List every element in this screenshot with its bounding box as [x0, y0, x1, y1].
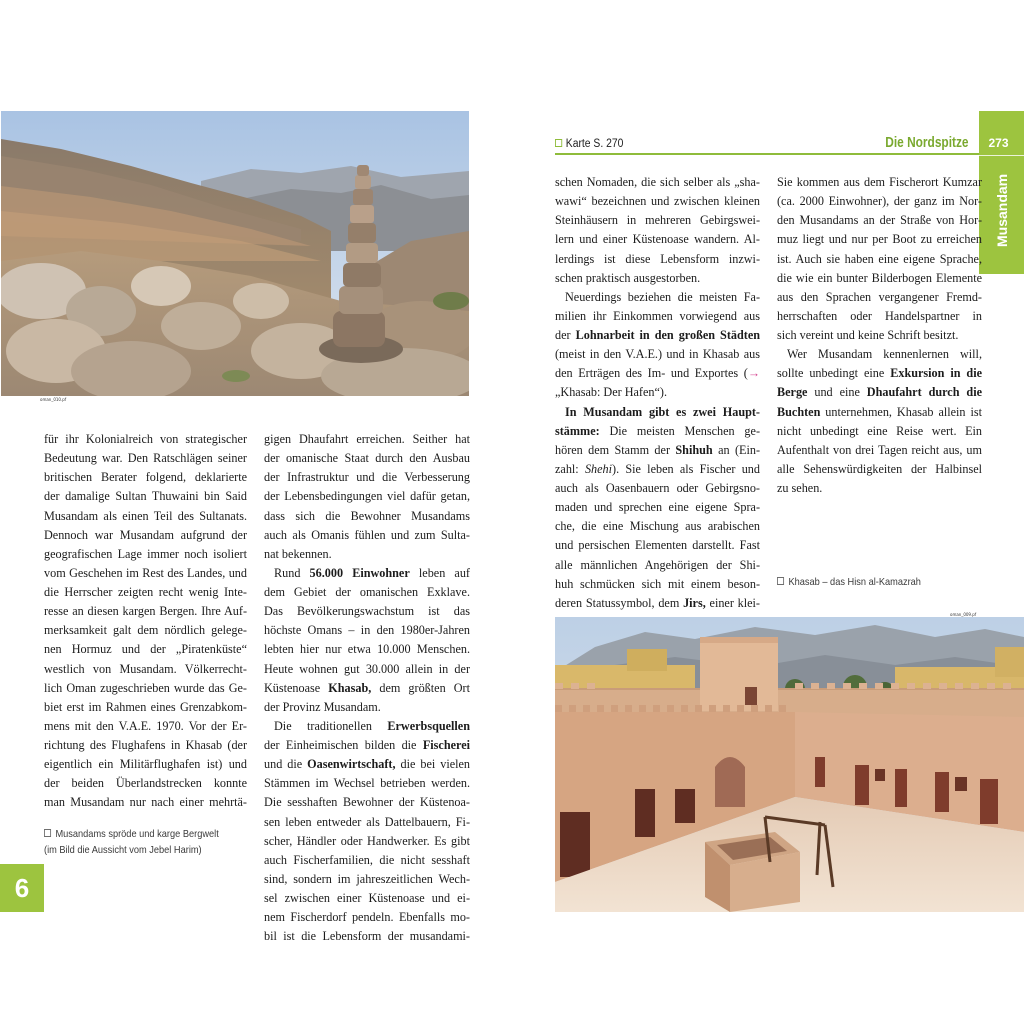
italic-run: Shehi [584, 461, 613, 476]
text-line: Bedeutung war. Den Ratschlägen seiner [44, 451, 247, 466]
bold-run: Fischerei [422, 738, 470, 752]
text-line: Neuerdings beziehen die meisten Fa- [565, 289, 760, 304]
text-line: und persischen Elementen darstellt. Fast [555, 538, 760, 553]
map-ref-text: Karte S. 270 [565, 138, 624, 150]
bold-run: stämme: [555, 423, 600, 438]
text-run: einer klei- [705, 595, 760, 610]
bold-run: Jirs, [683, 595, 706, 610]
text-line: Die sesshaften Bewohner der Küstenoa- [264, 795, 470, 810]
bold-run: Khasab, [328, 680, 372, 695]
text-line [555, 422, 760, 441]
text-line: der damalige Sultan Thuwaini bin Said [44, 489, 247, 504]
chapter-number-tab: 6 [0, 864, 44, 912]
photo-above-icon [44, 829, 51, 837]
text-run: ). Sie leben als Fischer und [612, 461, 760, 476]
text-line: westlich von Musandam. Völkerrecht- [44, 661, 247, 676]
text-line [555, 364, 760, 383]
text-line [555, 594, 760, 613]
text-line: nem Fischerdorf pendeln. Ebenfalls mo- [264, 910, 470, 925]
text-line: Musandam als einen Teil des Sultanats. [44, 508, 247, 523]
text-line: che, die eine Mischung aus arabischen [555, 519, 760, 534]
bold-run: In Musandam gibt es zwei Haupt- [565, 404, 760, 419]
text-line: höchste Omans – in den 1980er-Jahren [264, 623, 470, 638]
text-line: schen praktisch ausgestorben. [555, 270, 701, 285]
text-run: die bei vielen [395, 757, 471, 772]
text-line [555, 460, 760, 479]
text-run: Rund [274, 565, 310, 580]
text-line [264, 717, 470, 736]
text-line: lerdings ist diese Lebensform inzwi- [555, 251, 760, 266]
text-line: (ca. 2000 Einwohner), der ganz im Nor- [777, 194, 982, 209]
text-line [555, 441, 760, 460]
bold-run: Dhaufahrt durch die [866, 385, 982, 400]
text-line: dem Gebiet der omanischen Exklave. [264, 585, 470, 599]
text-line: der Infrastruktur und die Verbesserung [264, 470, 470, 485]
text-line: biet erst im Rahmen eines Grenzabkom- [44, 699, 247, 714]
text-line: huh schmücken sich mit einem beson- [555, 576, 760, 591]
text-line: muz liegt und nur per Boot zu erreichen [777, 232, 982, 247]
text-line [264, 679, 470, 698]
text-line: Wer Musandam kennenlernen will, [787, 347, 982, 362]
text-line: maden und sprechen eine eigene Spra- [555, 500, 760, 515]
text-column-3 [555, 173, 760, 670]
bold-run: 56.000 Einwohner [309, 565, 410, 580]
text-line: ist. Auch sie haben eine eigene Sprache, [777, 251, 982, 266]
text-line: auch als Omanis fühlen und zum Sulta- [264, 527, 470, 542]
text-line: für ihr Kolonialreich von strategischer [44, 432, 247, 446]
text-line: lern und einer Küstenoase wandern. Al- [555, 232, 760, 247]
bold-run: Erwerbsquellen [387, 718, 470, 733]
text-line: lebten hier nur etwa 10.000 Menschen. [264, 642, 470, 657]
text-run: und eine [807, 385, 867, 400]
text-line: resse an diesen kargen Bergen. Ihre Auf- [44, 604, 247, 619]
text-run: Die meisten Menschen ge- [599, 423, 760, 438]
text-line: dass sich die Bewohner Musandams [264, 508, 470, 523]
text-line: herrschaften oder Handelspartner in [777, 308, 982, 323]
text-run: an (Ein- [712, 442, 760, 457]
text-line: lich Oman zugeschrieben wurde das Ge- [44, 680, 247, 695]
text-line: Steinhäusern in mehreren Gebirgswei- [555, 213, 760, 228]
bold-run: Buchten [777, 404, 821, 419]
text-line: vom Geschehen im Rest des Landes, und [44, 565, 247, 580]
text-line [777, 403, 982, 422]
text-line: Das Bevölkerungswachstum ist das [264, 604, 470, 619]
caption-text: Khasab – das Hisn al-Kamazrah [788, 576, 921, 588]
bold-run: Berge [777, 385, 808, 400]
text-line: aus den Sprachen vergangener Fremd- [777, 289, 982, 304]
text-line: sind, sondern im jahreszeitlichen Wech- [264, 871, 470, 886]
text-line: den Musandams an der Straße von Hor- [777, 213, 982, 228]
mountain-caption [44, 826, 219, 858]
bold-run: Oasenwirtschaft, [307, 757, 396, 772]
text-line: Aufenthalt von drei Tagen reicht aus, um [777, 442, 982, 457]
text-line: milien ihr Einkommen vorwiegend aus [555, 308, 760, 323]
text-line: nat bekennen. [264, 546, 332, 561]
text-line: (meist in den V.A.E.) und in Khasab aus [555, 347, 760, 362]
text-line: nicht unbedingt eine Reise wert. Ein [777, 423, 982, 438]
text-run: zahl: [555, 461, 585, 476]
text-line: Sie kommen aus dem Fischerort Kumzar [777, 175, 982, 189]
bold-run: Shihuh [675, 442, 713, 457]
mountain-photo-credit: oman_010.pf [40, 397, 67, 402]
text-line: britischen Berater folgend, deklarierte [44, 470, 247, 485]
bold-run: Exkursion in die [890, 366, 982, 381]
text-line: sen leben entweder als Dattelbauern, Fi- [264, 814, 470, 829]
text-column-2 [264, 430, 470, 946]
text-column-4 [777, 173, 982, 498]
fort-photo [555, 617, 1024, 912]
text-line: alle männlichen Angehörigen der Shi- [555, 557, 760, 572]
text-line: „Khasab: Der Hafen“). [555, 385, 667, 400]
text-line [264, 755, 470, 774]
bold-run: Lohnarbeit in den großen Städten [575, 328, 761, 342]
text-line: geografischen Lage immer noch isoliert [44, 546, 247, 561]
text-line: der omanische Staat durch den Ausbau [264, 451, 470, 466]
text-line: der Provinz Musandam. [264, 699, 381, 714]
text-line: eigentlich ein Militärflughafen ist) und [44, 757, 247, 772]
text-line: schen Nomaden, die sich selber als „sha- [555, 175, 760, 189]
text-run: den Erträgen des Im- und Exportes ( [555, 366, 748, 381]
side-tab-label: Musandam [994, 173, 1010, 247]
caption-line [44, 826, 219, 842]
text-run: leben auf [409, 565, 470, 580]
text-line: die Herrscher zeigten recht wenig Inte- [44, 585, 247, 599]
arrow-link-icon[interactable]: → [747, 366, 760, 381]
text-run: unternehmen, Khasab allein ist [820, 404, 982, 419]
map-ref-icon [555, 139, 562, 147]
text-line [555, 403, 760, 422]
text-line: man Musandam nur nach einer mehrtä- [44, 795, 247, 810]
text-line [264, 564, 470, 583]
text-run: dem größten Ort [371, 680, 470, 695]
text-line: gigen Dhaufahrt erreichen. Seither hat [264, 432, 470, 446]
mountain-photo [1, 111, 469, 396]
photo-below-icon [777, 577, 784, 585]
side-tab [979, 111, 1024, 274]
side-tab-divider [979, 155, 1024, 156]
chapter-title: Die Nordspitze [885, 135, 969, 151]
text-run: Küstenoase [264, 680, 329, 695]
text-column-1 [44, 430, 247, 813]
text-line: sich vereint und keine Schrift besitzt. [777, 328, 959, 342]
text-line: Heute wohnen gut 30.000 allein in der [264, 661, 470, 676]
text-line: alle Sehenswürdigkeiten der Halbinsel [777, 461, 982, 476]
text-run: sollte unbedingt eine [777, 366, 891, 381]
header-rule [555, 153, 979, 155]
text-line: mens mit den V.A.E. 1970. Vor der Er- [44, 718, 247, 733]
text-line [264, 736, 470, 755]
text-run: der Einheimischen bilden die [264, 738, 423, 752]
text-line: auch als Oasenbauern oder Gebirgsno- [555, 481, 760, 495]
text-line: bil ist die Lebensform der musandami- [264, 929, 470, 944]
text-line: wawi“ bezeichnen und zwischen kleinen [555, 194, 760, 209]
text-run: hören dem Stamm der [555, 442, 676, 457]
text-run: und die [264, 757, 308, 772]
text-line: die wie ein bunter Bilderbogen Elemente [777, 270, 982, 285]
map-reference [555, 138, 623, 150]
text-run: Die traditionellen [274, 718, 388, 733]
text-line [777, 383, 982, 402]
text-run: deren Statussymbol, dem [555, 595, 684, 610]
text-line [555, 326, 760, 345]
caption-text: Musandams spröde und karge Bergwelt [55, 828, 219, 840]
text-line: der Lebensbedingungen viel dafür getan, [264, 489, 470, 504]
caption-line: (im Bild die Aussicht vom Jebel Harim) [44, 844, 202, 856]
text-line: auch Fischerfamilien, die nicht sesshaft [264, 852, 470, 867]
page-number: 273 [988, 136, 1009, 150]
text-line: nen Hormuz und der „Piratenküste“ [44, 642, 247, 657]
text-line: sel zwischen einer Küstenoase und ei- [264, 891, 470, 905]
fort-photo-credit: oman_009.pf [950, 612, 977, 617]
text-line: der beiden Überlandstrecken konnte [44, 776, 247, 791]
text-line: richtung des Flughafens in Khasab (der [44, 738, 247, 752]
text-line: merksamkeit galt dem nördlich gelege- [44, 623, 247, 638]
text-line: Stämmen im Wechsel betrieben werden. [264, 776, 470, 791]
fort-caption [777, 574, 921, 590]
text-line [777, 364, 982, 383]
text-line: Dennoch war Musandam aufgrund der [44, 527, 247, 542]
text-line: zu sehen. [777, 481, 823, 495]
text-run: der [555, 328, 576, 342]
text-line: scher, Händler oder Handwerker. Es gibt [264, 833, 470, 848]
